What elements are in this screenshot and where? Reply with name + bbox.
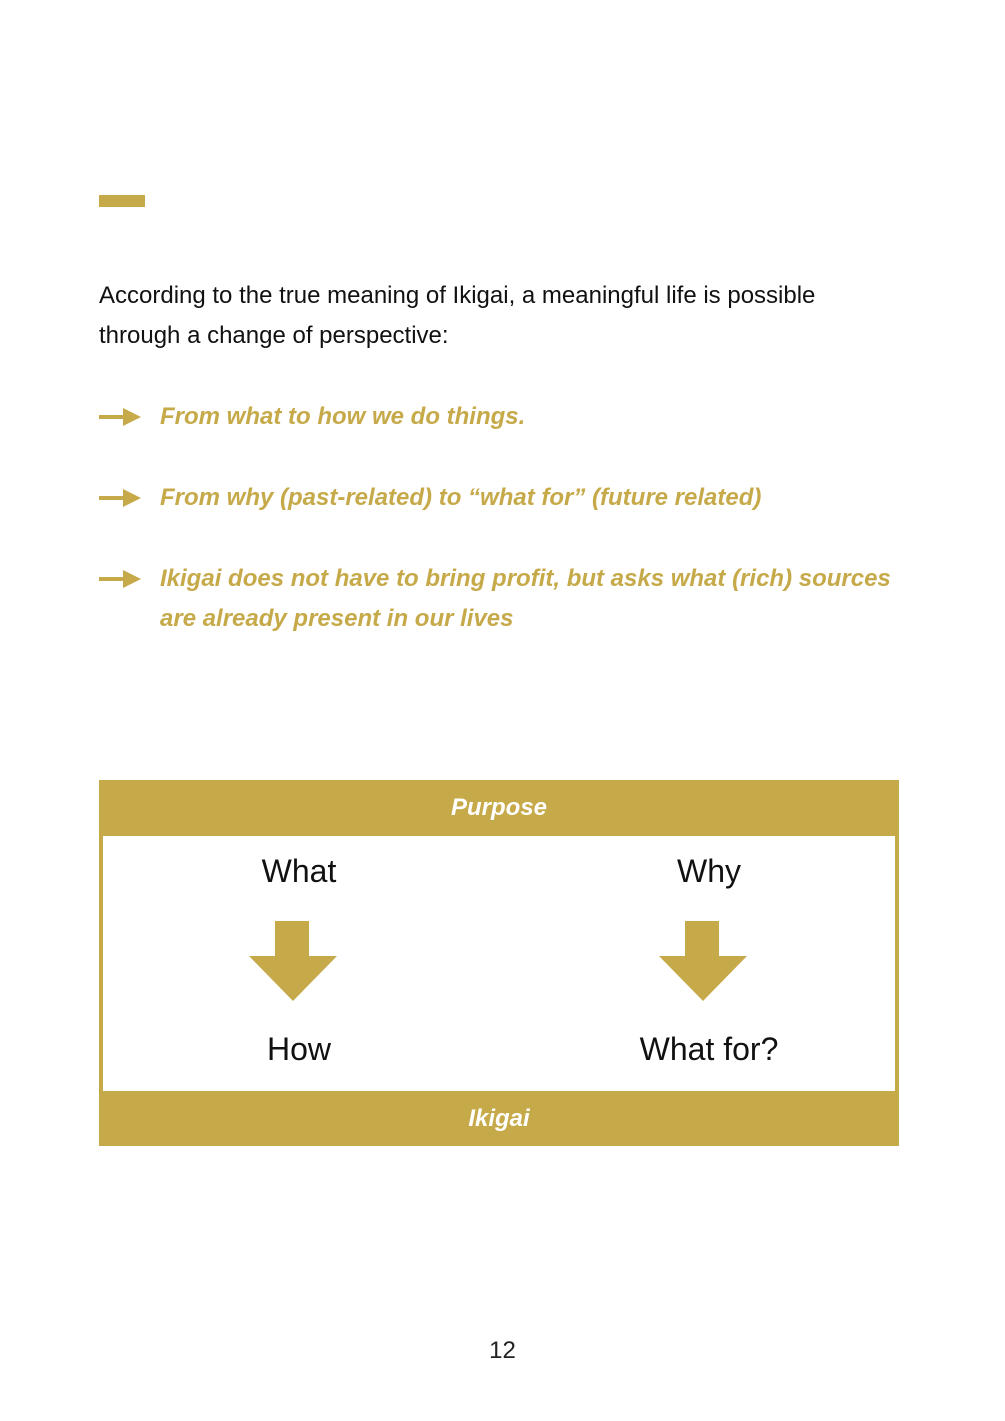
bullet-item	[99, 397, 899, 437]
right-bottom-label: What for?	[639, 1031, 779, 1067]
right-arrow-icon	[99, 407, 141, 427]
bullet-text: From what to how we do things.	[160, 403, 526, 430]
down-arrow-icon	[249, 921, 337, 1001]
bullet-item	[99, 559, 899, 639]
right-top-label: Why	[677, 853, 741, 889]
bullet-item	[99, 478, 899, 518]
bullet-text: Ikigai does not have to bring profit, but asks what (rich) sources are already present in our lives	[160, 565, 891, 632]
diagram-footer: Ikigai	[468, 1105, 530, 1132]
intro-paragraph: According to the true meaning of Ikigai, a meaningful life is possible through a change of perspective:	[99, 282, 816, 349]
right-arrow-icon	[99, 569, 141, 589]
diagram-right-column	[509, 836, 909, 1091]
bullet-text: From why (past-related) to “what for” (future related)	[160, 484, 762, 511]
down-arrow-icon	[659, 921, 747, 1001]
purpose-diagram	[99, 780, 899, 1146]
left-bottom-label: How	[266, 1031, 331, 1067]
diagram-left-column	[99, 836, 499, 1091]
page-number: 12	[489, 1337, 516, 1364]
left-top-label: What	[261, 853, 337, 889]
diagram-header: Purpose	[450, 794, 548, 821]
diagram-body	[103, 836, 895, 1091]
accent-bar	[99, 195, 145, 207]
right-arrow-icon	[99, 488, 141, 508]
bullet-list	[99, 397, 899, 680]
